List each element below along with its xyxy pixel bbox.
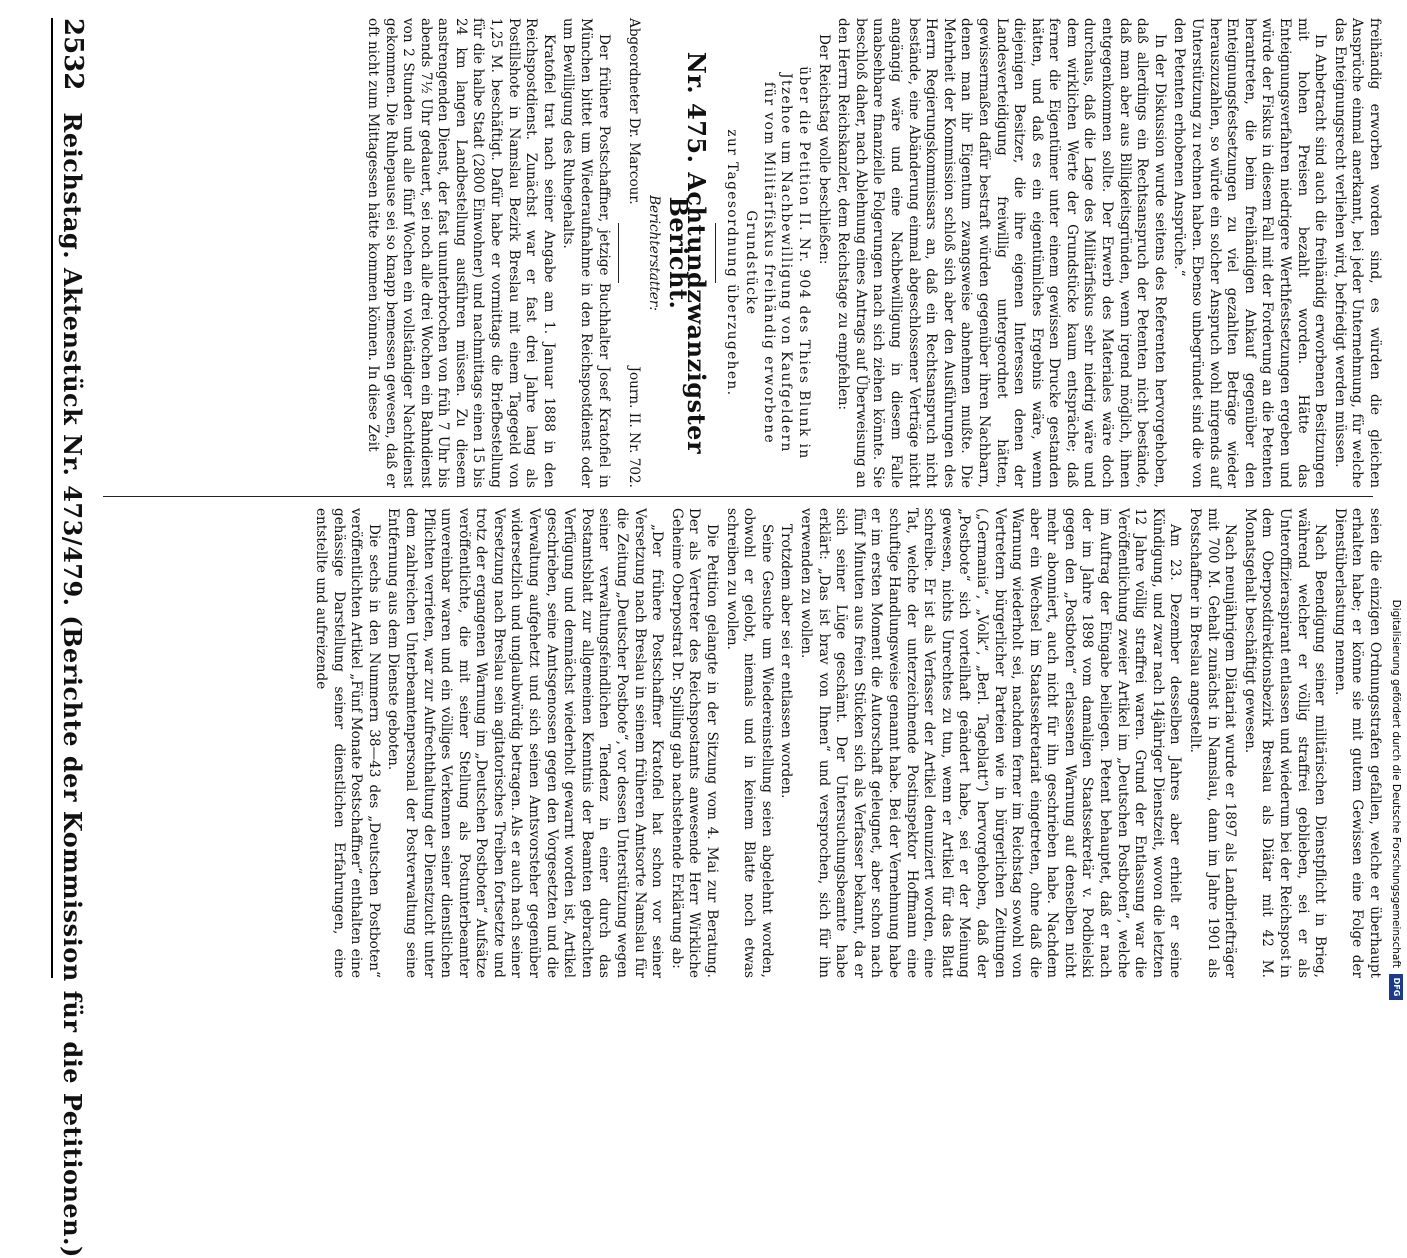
paragraph: Nach Beendigung seiner militärischen Dienstpflicht in Brieg, während welcher er völlig straffrei geblieben, sei er als Unteroffizieraspirant entlassen und wiederum bei der Reichspost in dem Oberpostdirektionsbezirk Breslau als Diätar mit 42 M. Monatsgehalt beschäftigt gewesen. [1241, 508, 1329, 978]
paragraph: Am 23. Dezember desselben Jahres aber erhielt er seine Kündigung, und zwar nach 14jähriger Dienstzeit, wovon die letzten 12 Jahre völlig straffrei waren. Grund der Entlassung war die Veröffentlichung zweier Artikel im „Deutschen Postboten“, welche im Auftrag der Eingabe beiliegen. Petent behauptet, daß er nach der im Jahre 1898 vom damaligen Staatssekretär v. Podbielski gegen den „Postboten“ erlassenen Warnung auf denselben nicht mehr abonniert, auch nicht für ihn geschrieben habe. Nachdem aber ein Wechsel im Staatssekretariat eingetreten, ohne daß die Warnung wiederholt sei, nachdem ferner im Reichstag sowohl von Vertretern bürgerlicher Parteien wie in bürgerlichen Zeitungen („Germania“, „Volk“, „Berl. Tageblatt“) hervorgehoben, daß der „Postbote“ sich vorteilhaft geändert habe, sei er der Meinung gewesen, nichts Unrechtes zu tun, wenn er Artikel für das Blatt schreibe. Er ist als Verfasser der Artikel denunziert worden, eine Tat, welche der unterzeichnende Postinspektor Hoffmann eine schuftige Handlungsweise genannt habe. Bei der Vernehmung habe er im ersten Moment die Autorschaft geleugnet, aber schon nach fünf Minuten aus freien Stücken sich als Verfasser bekannt, da er sich seiner Lüge geschämt. Der Untersuchungsbeamte habe erklärt: „Das ist brav von Ihnen“ und versprochen, sich für ihn verwenden zu wollen. [798, 508, 1184, 978]
paragraph: Die Petition gelangte in der Sitzung vom 4. Mai zur Beratung. Der als Vertreter des Reichspostamts anwesende Herr Wirkliche Geheime Oberpostrat Dr. Spilling gab nachstehende Erklärung ab: [668, 508, 721, 978]
paragraph: In der Diskussion wurde seitens des Referenten hervorgehoben, daß allerdings ein Rechtsanspruch der Petenten nicht bestände, daß man aber aus Billigkeitsgründen, wenn irgend möglich, ihnen entgegenkommen sollte. Der Erwerb des Materiales wäre doch durchaus, daß die Lage des Militärfiskus sehr niedrig wäre und dem wirklichen Werte der Grundstücke kaum entspräche; daß ferner die Eigentümer unter einem gewissen Drucke gestanden hätten, und daß es ein eigentümliches Ergebnis wäre, wenn diejenigen Besitzer, die ihre eigenen Interessen denen der Landesverteidigung freiwillig untergeordnet hätten, gewissermaßen dafür bestraft würden gegenüber ihren Nachbarn, denen man ihr Eigentum zwangsweise abnehmen mußte. Die Mehrheit der Kommission schloß sich aber den Ausführungen des Herrn Regierungskommissars an, daß ein Rechtsanspruch nicht bestände, eine Abänderung einmal abgeschlossener Verträge nicht angängig wäre und eine Nachbewilligung in diesem Falle unabsehbare finanzielle Folgerungen nach sich ziehen könnte. Sie beschloß daher, nach Ablehnung eines Antrags auf Überweisung an den Herrn Reichskanzler, dem Reichstage zu empfehlen: [835, 18, 1168, 488]
paragraph: Trotzdem aber sei er entlassen worden. [778, 524, 795, 799]
paragraph: freihändig erworben worden sind, es würden die gleichen Ansprüche einmal anerkannt, bei jeder Unternehmung, für welche das Enteignungsrecht verliehen wird, befriedigt werden müssen. [1331, 18, 1383, 488]
petition-reference: über die Petition II. Nr. 904 des Thies Blunk in Jtzehoe um Nachbewilligung von Kaufgeldern für vom Militärfiskus freihändig erworbene Grundstücke [743, 66, 812, 460]
running-title: Reichstag. Aktenstück Nr. 473/479. (Berichte der Kommission für die Petitionen.) [58, 112, 88, 1258]
running-header [51, 18, 93, 1258]
right-column [103, 508, 1383, 978]
paragraph: Der frühere Postschaffner, jetzige Buchhalter Josef Kratofiel in München bittet um Wiederaufnahme in den Reichspostdienst oder um Bewilligung des Ruhegehalts. [560, 18, 612, 488]
credit-text: Digitalisierung gefördert durch die Deutsche Forschungsgemeinschaft [1390, 599, 1402, 968]
reporter-name: Abgeordneter Dr. Marcour. [626, 18, 643, 205]
reporter-label: Berichterstatter: [645, 195, 662, 311]
section-divider [618, 223, 619, 283]
paragraph: Der Reichstag wolle beschließen: [815, 34, 832, 265]
left-column [103, 18, 1383, 488]
paragraph: Die sechs in den Nummern 38—43 des „Deutschen Postboten“ veröffentlichten Artikel „Fünf Monate Postschaffner“ enthalten eine gehässige Darstellung seiner dienstlichen Erfahrungen, eine entstellte und aufreizende [312, 508, 382, 978]
paragraph: Seine Gesuche um Wiedereinstellung seien abgelehnt worden, obwohl er gelobt, niemals und in keinem Blatte noch etwas schreiben zu wollen. [723, 508, 775, 978]
journal-number: Journ. II. Nr. 702. [626, 366, 643, 488]
paragraph: Nach neunjährigem Diätariat wurde er 1897 als Landbriefträger mit 700 M. Gehalt zunächst in Namslau, dann im Jahre 1901 als Postschaffner in Breslau angestellt. [1187, 508, 1239, 978]
paragraph: In Anbetracht sind auch die freihändig erworbenen Besitzungen mit hohen Preisen bezahlt worden. Hätte das Enteignungsverfahren niedrigere Werthfestsetzungen ergeben und würde der Fiskus in diesem Fall mit der Forderung an die Petenten herantreten, die beim freihändigen Ankauf gegenüber den Enteignungsfestsetzungen zu viel gezahlten Beträge wieder herauszuzahlen, so würde ein solcher Anspruch wohl nirgends auf Unterstützung zu rechnen haben. Ebenso unbegründet sind die von den Petenten erhobenen Ansprüche.“ [1171, 18, 1329, 488]
digitization-credit [1385, 0, 1407, 1000]
report-meta [625, 18, 643, 488]
resolution: zur Tagesordnung überzugehen. [723, 129, 740, 397]
dfg-logo: DFG [1389, 974, 1403, 1000]
paragraph: seien die einzigen Ordnungsstrafen gefallen, welche er überhaupt erhalten habe; er könne sie mit gutem Gewissen eine Folge der Dienstüberlastung nennen. [1331, 508, 1383, 978]
paragraph: „Der frühere Postschaffner Kratofiel hat schon vor seiner Versetzung nach Breslau in seinem früheren Amtsorte Namslau für die Zeitung „Deutscher Postbote“, vor dessen Unterstützung wegen seiner verwaltungsfeindlichen Tendenz in einer durch das Postamtsblatt zur allgemeinen Kenntnis der Beamten gebrachten Verfügung und demnächst wiederholt gewarnt worden ist, Artikel geschrieben, seine Amtsgenossen gegen den Vorgesetzten und die Verwaltung aufgehetzt und sich seinen Amtsvorsteher gegenüber widersetzlich und unglaubwürdig betragen. Als er auch nach seiner Versetzung nach Breslau sein agitatorisches Treiben fortsetzte und trotz der ergangenen Warnung im „Deutschen Postboten“ Aufsätze veröffentlichte, die mit seiner Stellung als Postunterbeamter unvereinbar waren und ein völliges Verkennen seiner dienstlichen Pflichten verrieten, war zur Aufrechthaltung der Dienstzucht unter dem zahlreichen Unterbeamtenpersonal der Postverwaltung seine Entfernung aus dem Dienste geboten. [385, 508, 666, 978]
column-rule [103, 496, 1373, 497]
report-title: Nr. 475. Achtundzwanzigster Bericht. [664, 51, 712, 455]
page-number: 2532 [58, 18, 88, 91]
section-divider [715, 223, 716, 283]
paragraph: Kratofiel trat nach seiner Angabe am 1. Januar 1888 in den Reichspostdienst. Zunächst war er fast drei Jahre lang als Postillshote in Namslau Bezirk Breslau mit einem Tagegeld von 1,25 M. beschäftigt. Dafür habe er vormittags die Briefbestellung für die halbe Stadt (2800 Einwohner) und nachmittags einen 15 bis 24 km langen Landbestellung ausführen müssen. Zu diesem anstrengenden Dienst, der fast ununterbrochen von früh 7 Uhr bis abends 7½ Uhr gedauert, sei noch alle drei Wochen ein Bahndienst von 2 Stunden und alle fünf Wochen ein vollständiger Nachtdienst gekommen. Die Ruhepause sei so knapp bemessen gewesen, daß er oft nicht zum Mittagessen hätte kommen können. In diese Zeit [364, 18, 557, 488]
